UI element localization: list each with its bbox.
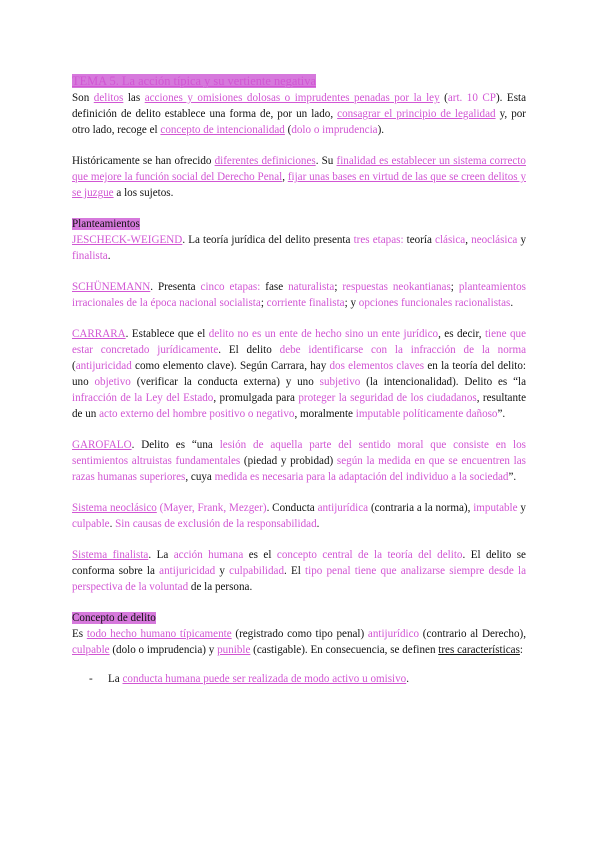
characteristics-list xyxy=(72,671,526,687)
emphasized-text-run: dos elementos claves xyxy=(329,360,425,372)
emphasized-text-run: proteger la seguridad de los ciudadanos xyxy=(298,392,477,404)
text-run: Históricamente se han ofrecido xyxy=(72,155,215,167)
emphasized-text-run: antijuricidad xyxy=(159,565,216,577)
text-run: ”. xyxy=(508,471,517,483)
emphasized-text-run: tipo penal tiene que analizarse siempre desde la perspectiva de la voluntad xyxy=(72,565,527,593)
text-run: y xyxy=(517,502,526,514)
emphasized-text-run: art. 10 CP xyxy=(447,92,496,104)
text-run: teoría xyxy=(403,234,436,246)
text-run: (dolo o imprudencia) y xyxy=(109,644,218,656)
text-run: , xyxy=(465,234,472,246)
text-run: (contrario al Derecho), xyxy=(419,628,526,640)
list-item xyxy=(108,671,526,687)
emphasized-text-run: Sin causas de exclusión de la responsabilidad xyxy=(115,518,317,530)
text-run: . xyxy=(510,297,514,309)
emphasized-text-run: debe identificarse con la infracción de la norma xyxy=(279,344,527,356)
emphasized-text-run: fijar unas bases en virtud de las que se creen delitos y se juzgue xyxy=(72,171,526,199)
text-run: . Presenta xyxy=(150,281,201,293)
section-heading-concepto: Concepto de delito xyxy=(72,612,156,624)
document-body xyxy=(72,73,526,687)
emphasized-text-run: consagrar el principio de legalidad xyxy=(337,108,496,120)
page-title: TEMA 5. La acción típica y su vertiente negativa xyxy=(72,74,316,88)
text-run: ; y xyxy=(344,297,359,309)
emphasized-text-run: Sistema finalista xyxy=(72,549,149,561)
paragraph-jescheck xyxy=(72,232,526,264)
emphasized-text-run: antijurídico xyxy=(367,628,420,640)
emphasized-text-run: finalista xyxy=(72,250,108,262)
text-run: Es xyxy=(72,628,87,640)
emphasized-text-run: delitos xyxy=(93,92,124,104)
emphasized-text-run: lesión de aquella parte del sentido moral que consiste en los sentimientos altruistas fundamentales xyxy=(72,439,527,467)
emphasized-text-run: cinco etapas: xyxy=(200,281,261,293)
emphasized-text-run: antijuricidad xyxy=(75,360,132,372)
text-run: (registrado como tipo penal) xyxy=(231,628,368,640)
text-run: ( xyxy=(439,92,448,104)
text-run: Son xyxy=(72,92,94,104)
paragraph-intro-definition xyxy=(72,90,526,138)
emphasized-text-run: opciones funcionales racionalistas xyxy=(358,297,511,309)
text-run: . El xyxy=(284,565,306,577)
emphasized-text-run: neoclásica xyxy=(471,234,518,246)
emphasized-text-run: SCHÜNEMANN xyxy=(72,281,151,293)
text-run: (verificar la conducta externa) y uno xyxy=(130,376,320,388)
text-run: ( xyxy=(284,124,292,136)
text-run: , es decir, xyxy=(438,328,485,340)
text-run: (la intencionalidad). Delito es “la xyxy=(360,376,527,388)
text-run: de la persona. xyxy=(188,581,253,593)
emphasized-text-run: tiene que estar concretado jurídicamente xyxy=(72,328,526,356)
emphasized-text-run: culpabilidad xyxy=(229,565,285,577)
emphasized-text-run: corriente finalista xyxy=(266,297,345,309)
emphasized-text-run: dolo o imprudencia xyxy=(291,124,378,136)
text-run: . El delito se conforma sobre la xyxy=(72,549,526,577)
emphasized-text-run: punible xyxy=(217,644,251,656)
text-run: es el xyxy=(243,549,277,561)
emphasized-text-run: concepto central de la teoría del delito xyxy=(276,549,463,561)
emphasized-text-run: imputable políticamente dañoso xyxy=(355,408,498,420)
emphasized-text-run: todo hecho humano típicamente xyxy=(86,628,232,640)
emphasized-text-run: finalidad es establecer un sistema correcto que mejore la función social del Derecho Penal xyxy=(72,155,526,183)
text-run: , resultante de un xyxy=(72,392,526,420)
text-run: a los sujetos. xyxy=(113,187,174,199)
emphasized-text-run: clásica xyxy=(435,234,466,246)
emphasized-text-run: medida es necesaria para la adaptación del individuo a la sociedad xyxy=(214,471,509,483)
text-run: La xyxy=(108,673,123,685)
emphasized-text-run: objetivo xyxy=(94,376,131,388)
emphasized-text-run: JESCHECK-WEIGEND xyxy=(72,234,183,246)
text-run: ; xyxy=(334,281,343,293)
paragraph-garofalo xyxy=(72,437,526,485)
emphasized-text-run: respuestas neokantianas xyxy=(342,281,451,293)
emphasized-text-run: concepto de intencionalidad xyxy=(160,124,285,136)
text-run: , promulgada para xyxy=(213,392,299,404)
paragraph-carrara xyxy=(72,326,526,422)
text-run: (castigable). En consecuencia, se definen xyxy=(250,644,439,656)
text-run: . Su xyxy=(315,155,337,167)
text-run: : xyxy=(519,644,523,656)
list-bullet: - xyxy=(89,673,93,685)
emphasized-text-run: diferentes definiciones xyxy=(214,155,316,167)
emphasized-text-run: imputable xyxy=(473,502,518,514)
text-run: . La teoría jurídica del delito presenta xyxy=(182,234,354,246)
text-run: (contraria a la norma), xyxy=(368,502,474,514)
text-run: ). Esta definición de delito establece una forma de, por un lado, xyxy=(72,92,527,120)
text-run: . xyxy=(406,673,409,685)
emphasized-text-run: acción humana xyxy=(173,549,244,561)
text-run: , xyxy=(282,171,288,183)
text-run: , cuya xyxy=(185,471,215,483)
emphasized-text-run: (Mayer, Frank, Mezger) xyxy=(156,502,267,514)
paragraph-schunemann xyxy=(72,279,526,311)
emphasized-text-run: conducta humana puede ser realizada de modo activo u omisivo xyxy=(122,673,407,685)
emphasized-text-run: CARRARA xyxy=(72,328,126,340)
emphasized-text-run: tres etapas: xyxy=(353,234,404,246)
text-run: . El delito xyxy=(218,344,280,356)
text-run: . Delito es “una xyxy=(131,439,220,451)
text-run: ; xyxy=(260,297,267,309)
text-run: . Establece que el xyxy=(125,328,209,340)
emphasized-text-run: naturalista xyxy=(288,281,335,293)
text-run: las xyxy=(123,92,145,104)
paragraph-sistema-neoclasico xyxy=(72,500,526,532)
text-run: y, por otro lado, recoge el xyxy=(72,108,527,136)
paragraph-intro-history xyxy=(72,153,526,201)
emphasized-text-run: acciones y omisiones dolosas o imprudentes penadas por la ley xyxy=(144,92,440,104)
text-run: ). xyxy=(377,124,385,136)
text-run: fase xyxy=(260,281,289,293)
text-run: . xyxy=(316,518,320,530)
emphasized-text-run: Sistema neoclásico xyxy=(72,502,157,514)
text-run: . La xyxy=(148,549,174,561)
paragraph-concepto-delito xyxy=(72,626,526,658)
text-run: . xyxy=(107,250,111,262)
emphasized-text-run: infracción de la Ley del Estado xyxy=(72,392,214,404)
emphasized-text-run: según la medida en que se encuentren las razas humanas superiores xyxy=(72,455,526,483)
emphasized-text-run: delito no es un ente de hecho sino un ente jurídico xyxy=(208,328,439,340)
emphasized-text-run: antijurídica xyxy=(317,502,369,514)
text-run: , moralmente xyxy=(294,408,356,420)
emphasized-text-run: acto externo del hombre positivo o negativo xyxy=(99,408,295,420)
text-run: ( xyxy=(72,360,76,372)
text-run: y xyxy=(215,565,230,577)
text-run: ; xyxy=(450,281,459,293)
text-run: (piedad y probidad) xyxy=(240,455,337,467)
text-run: ”. xyxy=(497,408,506,420)
emphasized-text-run: subjetivo xyxy=(319,376,361,388)
section-heading-planteamientos: Planteamientos xyxy=(72,218,140,230)
paragraph-sistema-finalista xyxy=(72,547,526,595)
text-run: en la teoría del delito: uno xyxy=(72,360,526,388)
emphasized-text-run: GAROFALO xyxy=(72,439,132,451)
emphasized-text-run: culpable xyxy=(72,518,110,530)
emphasized-text-run: planteamientos irracionales de la época nacional socialista xyxy=(72,281,526,309)
text-run: y xyxy=(517,234,527,246)
emphasized-text-run: tres características xyxy=(438,644,520,656)
text-run: . Conducta xyxy=(266,502,318,514)
text-run: como elemento clave). Según Carrara, hay xyxy=(131,360,330,372)
emphasized-text-run: culpable xyxy=(72,644,110,656)
text-run: . xyxy=(109,518,116,530)
